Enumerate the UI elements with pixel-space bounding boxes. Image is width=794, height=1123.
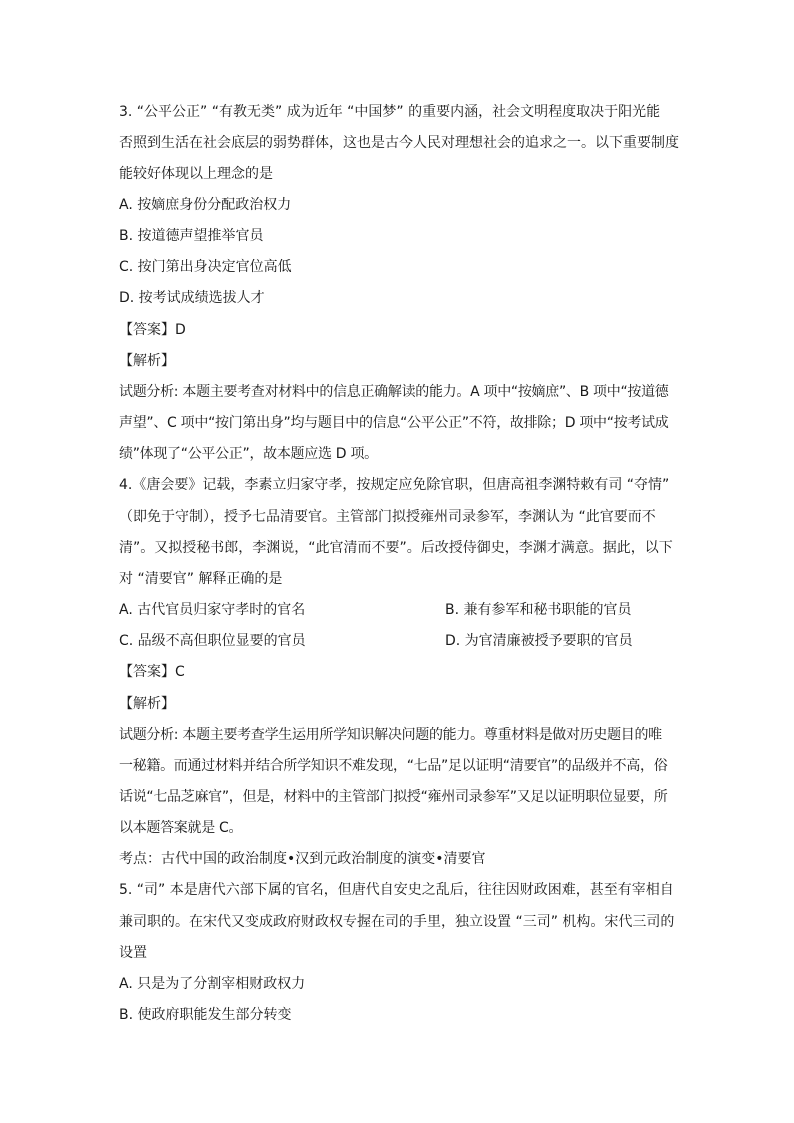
q3-option-a: A. 按嫡庶身份分配政治权力 xyxy=(119,197,292,213)
q3-answer: 【答案】D xyxy=(119,322,186,338)
q5-option-b: B. 使政府职能发生部分转变 xyxy=(119,1007,292,1023)
q3-stem-line-2: 否照到生活在社会底层的弱势群体，这也是古今人民对理想社会的追求之一。以下重要制度 xyxy=(119,135,679,151)
q4-option-a: A. 古代官员归家守孝时的官名 xyxy=(119,602,306,618)
q4-option-c: C. 品级不高但职位显要的官员 xyxy=(119,633,306,649)
q4-kaodian: 考点：古代中国的政治制度•汉到元政治制度的演变•清要官 xyxy=(119,851,486,867)
q4-analysis-line-1: 试题分析: 本题主要考查学生运用所学知识解决问题的能力。尊重材料是做对历史题目的唯 xyxy=(119,727,662,743)
q4-answer: 【答案】C xyxy=(119,664,185,680)
q3-stem-line-1: 3. “公平公正” “有教无类” 成为近年 “中国梦” 的重要内涵，社会文明程度取决于阳光能 xyxy=(119,104,661,120)
q4-analysis-line-3: 话说“七品芝麻官”，但是，材料中的主管部门拟授“雍州司录参军”又足以证明职位显要，所 xyxy=(119,789,668,805)
q4-stem-line-4: 对 “清要官” 解释正确的是 xyxy=(119,571,283,587)
q5-stem-line-1: 5. “司” 本是唐代六部下属的官名，但唐代自安史之乱后，往往因财政困难，甚至有宰相自 xyxy=(119,882,674,898)
q3-option-b: B. 按道德声望推举官员 xyxy=(119,228,264,244)
q5-option-a: A. 只是为了分割宰相财政权力 xyxy=(119,976,306,992)
q3-option-d: D. 按考试成绩选拔人才 xyxy=(119,290,265,306)
q4-option-b: B. 兼有参军和秘书职能的官员 xyxy=(445,602,632,618)
q4-analysis-label: 【解析】 xyxy=(119,696,175,712)
q3-analysis-line-3: 绩”体现了“公平公正”，故本题应选 D 项。 xyxy=(119,446,378,462)
q5-stem-line-3: 设置 xyxy=(119,945,147,961)
q3-option-c: C. 按门第出身决定官位高低 xyxy=(119,259,292,275)
q4-analysis-line-4: 以本题答案就是 C。 xyxy=(119,820,243,836)
q4-stem-line-3: 清”。又拟授秘书郎，李渊说，“此官清而不要”。后改授侍御史，李渊才满意。据此，以下 xyxy=(119,540,673,556)
q3-analysis-label: 【解析】 xyxy=(119,353,175,369)
q4-stem-line-1: 4.《唐会要》记载，李素立归家守孝，按规定应免除官职，但唐高祖李渊特敕有司 “夺情” xyxy=(119,477,670,493)
q3-stem-line-3: 能较好体现以上理念的是 xyxy=(119,166,273,182)
q4-option-d: D. 为官清廉被授予要职的官员 xyxy=(445,633,633,649)
q4-stem-line-2: （即免于守制），授予七品清要官。主管部门拟授雍州司录参军，李渊认为 “此官要而不 xyxy=(119,509,656,525)
q3-analysis-line-1: 试题分析: 本题主要考查对材料中的信息正确解读的能力。A 项中“按嫡庶”、B 项中“按道德 xyxy=(119,384,669,400)
q4-analysis-line-2: 一秘籍。而通过材料并结合所学知识不难发现，“七品”足以证明“清要官”的品级并不高，俗 xyxy=(119,758,668,774)
q5-stem-line-2: 兼司职的。在宋代又变成政府财政权专握在司的手里，独立设置 “三司” 机构。宋代三司的 xyxy=(119,914,675,930)
q3-analysis-line-2: 声望”、C 项中“按门第出身”均与题目中的信息“公平公正”不符，故排除；D 项中“按考试成 xyxy=(119,415,669,431)
